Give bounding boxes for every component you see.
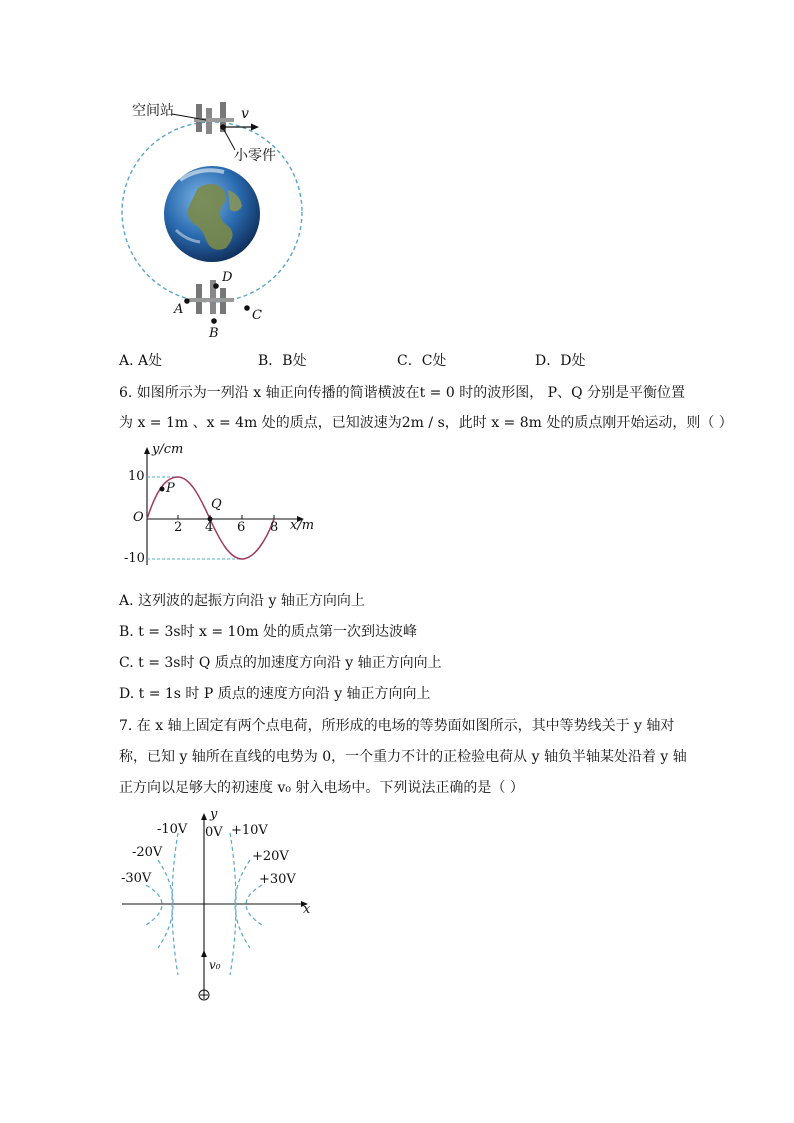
wave-ylabel: y/cm bbox=[152, 442, 184, 457]
eq-v0-label: v₀ bbox=[209, 958, 221, 972]
positive-charge-icon bbox=[199, 990, 209, 1000]
q5-option-d: D．D处 bbox=[535, 353, 586, 369]
earth-icon bbox=[164, 166, 260, 262]
q5-option-b: B．B处 bbox=[258, 353, 307, 369]
space-station-top-icon bbox=[194, 102, 234, 134]
wave-origin: O bbox=[133, 510, 144, 525]
wave-Q-label: Q bbox=[211, 497, 222, 512]
q6-stem-line2: 为 x = 1m 、x = 4m 处的质点，已知波速为2m / s，此时 x = 8m 处的质点刚开始运动，则（ ） bbox=[119, 415, 733, 431]
station-label: 空间站 bbox=[132, 103, 174, 119]
q7-stem-line2: 称，已知 y 轴所在直线的电势为 0，一个重力不计的正检验电荷从 y 轴负半轴某处沿着 y 轴 bbox=[119, 749, 687, 765]
eq-axis-x: x bbox=[303, 902, 311, 917]
wave-xtick-8: 8 bbox=[270, 520, 279, 535]
wave-xtick-6: 6 bbox=[237, 520, 246, 535]
point-D-dot bbox=[213, 283, 219, 289]
point-B-label: B bbox=[209, 326, 219, 341]
q6-option-c: C. t = 3s时 Q 质点的加速度方向沿 y 轴正方向向上 bbox=[119, 655, 442, 671]
space-station-bottom-icon bbox=[190, 280, 234, 314]
q6-option-a: A. 这列波的起振方向沿 y 轴正方向向上 bbox=[119, 593, 365, 609]
point-D-label: D bbox=[222, 270, 233, 285]
wave-xtick-2: 2 bbox=[174, 520, 183, 535]
wave-P-label: P bbox=[166, 481, 175, 496]
eq-label-minus20: -20V bbox=[132, 845, 163, 860]
point-B-dot bbox=[211, 318, 217, 324]
wave-xlabel: x/m bbox=[290, 518, 315, 533]
point-C-label: C bbox=[252, 308, 262, 323]
point-C-dot bbox=[244, 305, 250, 311]
q6-stem-line1: 6. 如图所示为一列沿 x 轴正向传播的简谐横波在t = 0 时的波形图， P、Q 分别是平衡位置 bbox=[119, 385, 686, 401]
equipotential-minus30 bbox=[146, 885, 162, 925]
equipotential-plus30 bbox=[246, 885, 262, 925]
velocity-label: v bbox=[241, 106, 249, 122]
eq-label-plus20: +20V bbox=[252, 849, 289, 864]
orbit-figure bbox=[110, 90, 330, 350]
eq-label-minus30: -30V bbox=[121, 871, 152, 886]
point-A-dot bbox=[184, 298, 190, 304]
wave-ytick-neg10: -10 bbox=[124, 551, 145, 566]
q7-stem-line1: 7. 在 x 轴上固定有两个点电荷，所形成的电场的等势面如图所示，其中等势线关于 y 轴对 bbox=[119, 718, 675, 734]
eq-label-plus30: +30V bbox=[259, 872, 296, 887]
wave-ytick-10: 10 bbox=[128, 469, 145, 484]
wave-xtick-4: 4 bbox=[205, 520, 214, 535]
q7-stem-line3: 正方向以足够大的初速度 v₀ 射入电场中。下列说法正确的是（ ） bbox=[119, 780, 524, 796]
part-label: 小零件 bbox=[234, 148, 276, 164]
eq-label-plus10: +10V bbox=[231, 823, 268, 838]
eq-label-0: 0V bbox=[205, 825, 223, 840]
eq-axis-y: y bbox=[210, 807, 218, 822]
point-P-dot bbox=[160, 487, 165, 492]
q5-option-a: A. A处 bbox=[119, 353, 163, 369]
point-A-label: A bbox=[174, 302, 184, 317]
q6-option-d: D. t = 1s 时 P 质点的速度方向沿 y 轴正方向向上 bbox=[119, 686, 431, 702]
wave-figure bbox=[120, 445, 330, 575]
q6-option-b: B. t = 3s时 x = 10m 处的质点第一次到达波峰 bbox=[119, 624, 418, 640]
eq-label-minus10: -10V bbox=[157, 822, 188, 837]
q5-option-c: C．C处 bbox=[397, 353, 447, 369]
